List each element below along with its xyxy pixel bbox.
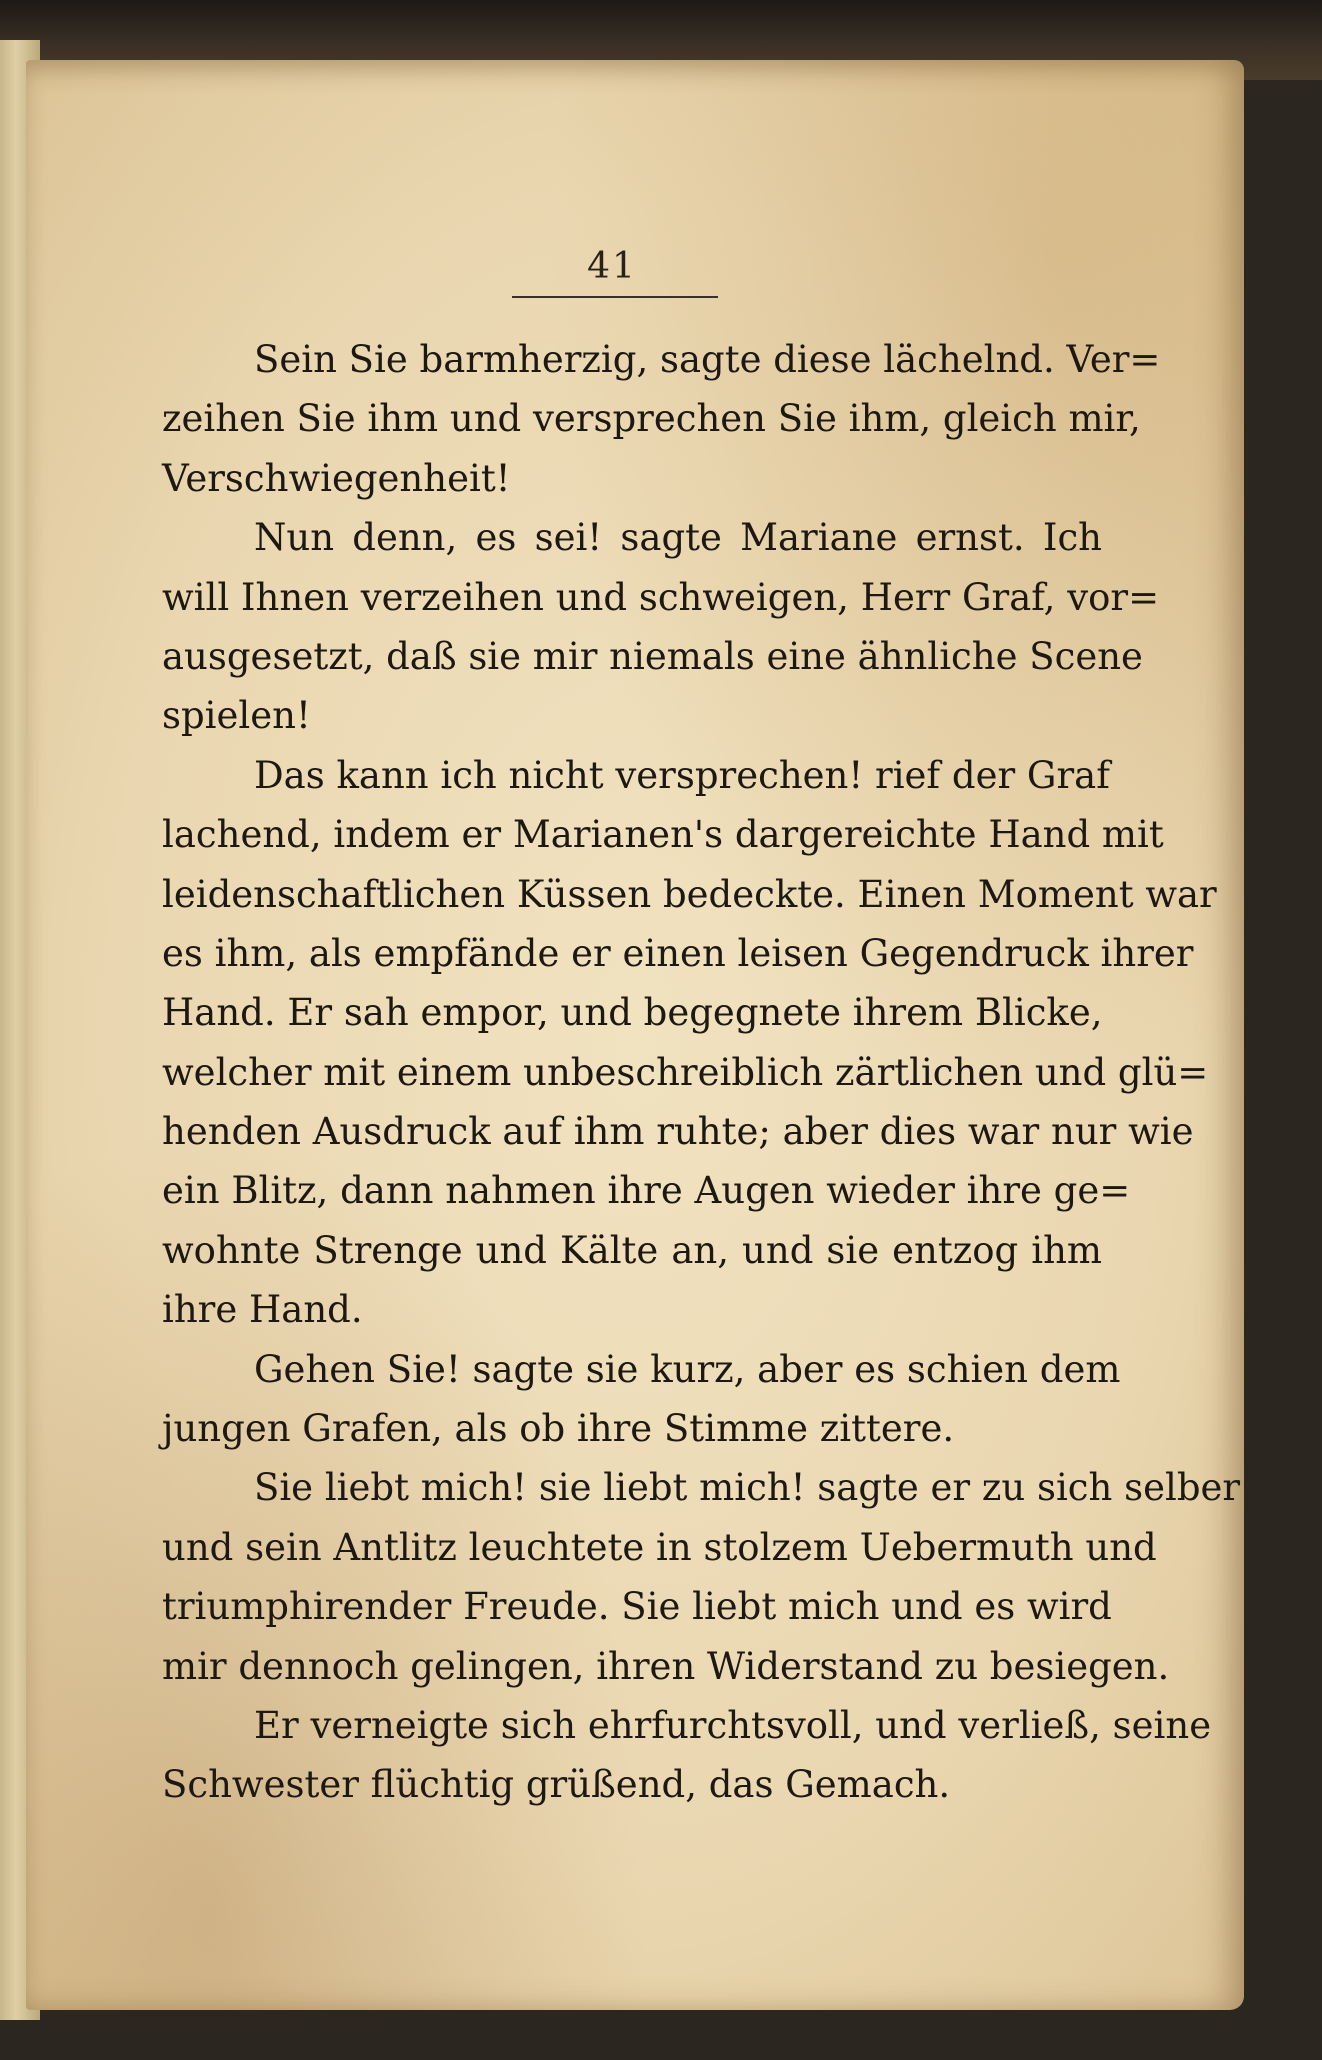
text-line: Das kann ich nicht versprechen! rief der Graf: [254, 753, 1110, 797]
text-line: ihre Hand.: [162, 1288, 363, 1332]
text-line: Nun denn, es sei! sagte Mariane ernst. Ich: [254, 516, 1102, 560]
text-line: Hand. Er sah empor, und begegnete ihrem Blicke,: [162, 991, 1103, 1035]
text-line: spielen!: [162, 694, 311, 738]
text-line: henden Ausdruck auf ihm ruhte; aber dies war nur wie: [162, 1110, 1194, 1154]
text-line: ausgesetzt, daß sie mir niemals eine ähnliche Scene: [162, 634, 1143, 678]
page-number: 41: [587, 246, 637, 287]
text-line: wohnte Strenge und Kälte an, und sie entzog ihm: [162, 1228, 1102, 1272]
text-line: ein Blitz, dann nahmen ihre Augen wieder ihre ge=: [162, 1169, 1131, 1213]
text-line: Verschwiegenheit!: [162, 456, 511, 500]
book-page: [26, 60, 1244, 2010]
text-line: zeihen Sie ihm und versprechen Sie ihm, gleich mir,: [162, 397, 1141, 441]
text-line: Er verneigte sich ehrfurchtsvoll, und verließ, seine: [254, 1703, 1212, 1747]
text-line: und sein Antlitz leuchtete in stolzem Uebermuth und: [162, 1525, 1157, 1569]
text-line: Sein Sie barmherzig, sagte diese lächelnd. Ver=: [254, 338, 1161, 381]
text-line: Gehen Sie! sagte sie kurz, aber es schien dem: [254, 1347, 1121, 1391]
text-line: Schwester flüchtig grüßend, das Gemach.: [162, 1763, 951, 1807]
text-line: jungen Grafen, als ob ihre Stimme zittere.: [162, 1407, 955, 1451]
header-rule: [512, 296, 718, 298]
text-line: Sie liebt mich! sie liebt mich! sagte er zu sich selber: [254, 1466, 1241, 1510]
body-text: [162, 330, 1241, 1815]
text-line: leidenschaftlichen Küssen bedeckte. Einen Moment war: [162, 872, 1217, 916]
text-line: will Ihnen verzeihen und schweigen, Herr Graf, vor=: [162, 575, 1160, 619]
text-line: lachend, indem er Marianen's dargereichte Hand mit: [162, 813, 1164, 857]
text-line: triumphirender Freude. Sie liebt mich und es wird: [162, 1585, 1112, 1629]
text-line: welcher mit einem unbeschreiblich zärtlichen und glü=: [162, 1050, 1209, 1094]
text-line: mir dennoch gelingen, ihren Widerstand zu besiegen.: [162, 1644, 1170, 1688]
text-line: es ihm, als empfände er einen leisen Gegendruck ihrer: [162, 931, 1194, 975]
